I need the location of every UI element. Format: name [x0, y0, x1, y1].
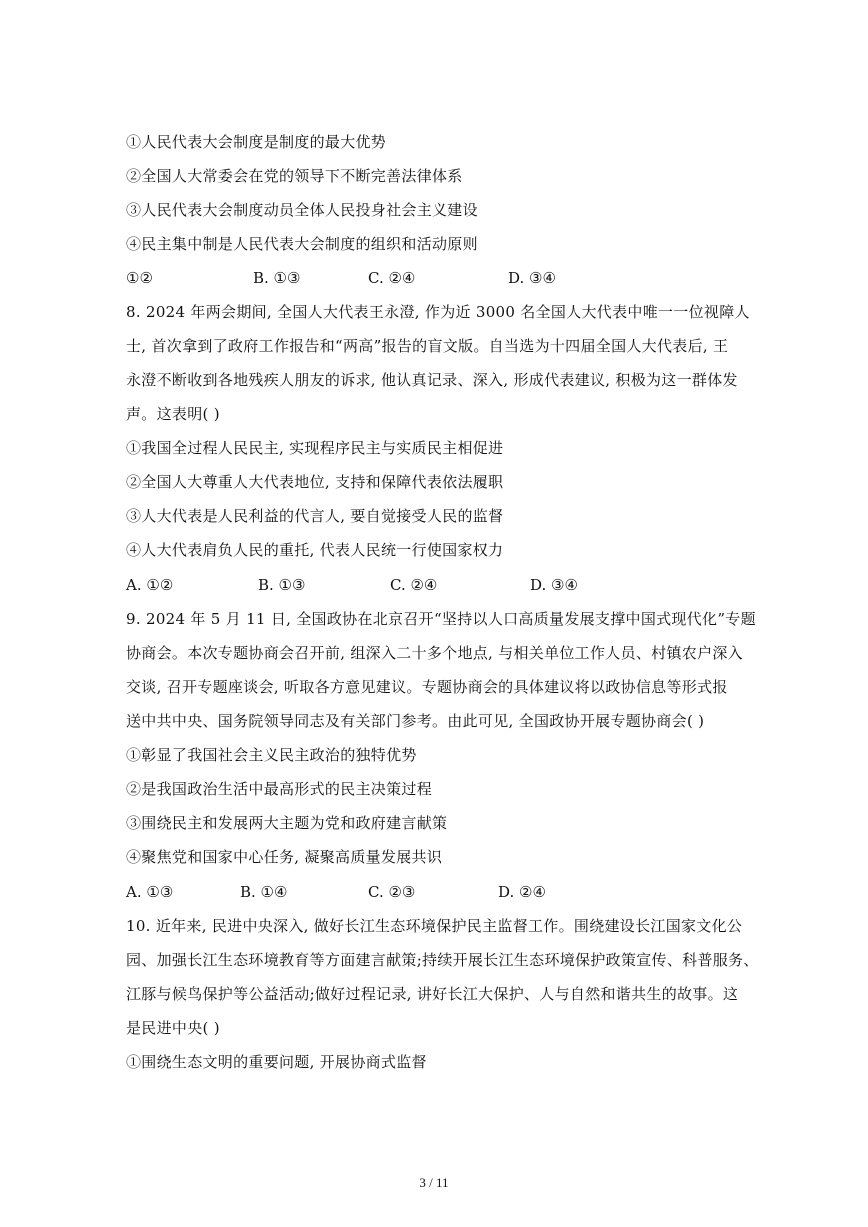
q8-option-a: A. ①② — [126, 576, 174, 594]
q8-stem-line-1: 8. 2024 年两会期间, 全国人大代表王永澄, 作为近 3000 名全国人大代表中唯一一位视障人 — [126, 303, 750, 321]
q7-option-d: D. ③④ — [508, 269, 556, 287]
q8-statement-2: ②全国人大尊重人大代表地位, 支持和保障代表依法履职 — [126, 473, 504, 491]
q8-statement-1: ①我国全过程人民民主, 实现程序民主与实质民主相促进 — [126, 439, 504, 457]
q9-stem-line-1: 9. 2024 年 5 月 11 日, 全国政协在北京召开“坚持以人口高质量发展支撑中国式现代化”专题 — [126, 610, 756, 628]
q8-stem-line-4: 声。这表明( ) — [126, 405, 220, 423]
q9-stem-line-4: 送中共中央、国务院领导同志及有关部门参考。由此可见, 全国政协开展专题协商会( ) — [126, 712, 705, 730]
q9-statement-4: ④聚焦党和国家中心任务, 凝聚高质量发展共识 — [126, 848, 443, 866]
q9-option-a: A. ①③ — [126, 883, 174, 901]
q9-stem-line-2: 协商会。本次专题协商会召开前, 组深入二十多个地点, 与相关单位工作人员、村镇农户深入 — [126, 644, 743, 662]
q7-statement-3: ③人民代表大会制度动员全体人民投身社会主义建设 — [126, 201, 478, 219]
q10-stem-line-1: 10. 近年来, 民进中央深入, 做好长江生态环境保护民主监督工作。围绕建设长江国家文化公 — [126, 917, 743, 935]
q8-stem-line-3: 永澄不断收到各地残疾人朋友的诉求, 他认真记录、深入, 形成代表建议, 积极为这一群体发 — [126, 371, 738, 389]
q8-option-d: D. ③④ — [530, 576, 578, 594]
q7-statement-2: ②全国人大常委会在党的领导下不断完善法律体系 — [126, 167, 463, 185]
q8-option-b: B. ①③ — [258, 576, 306, 594]
q10-stem-line-3: 江豚与候鸟保护等公益活动;做好过程记录, 讲好长江大保护、人与自然和谐共生的故事。这 — [126, 985, 739, 1003]
q8-statement-4: ④人大代表肩负人民的重托, 代表人民统一行使国家权力 — [126, 541, 504, 559]
q8-option-c: C. ②④ — [390, 576, 438, 594]
q8-stem-line-2: 士, 首次拿到了政府工作报告和“两高”报告的盲文版。自当选为十四届全国人大代表后, 王 — [126, 337, 729, 355]
q7-statement-4: ④民主集中制是人民代表大会制度的组织和活动原则 — [126, 235, 478, 253]
q9-option-d: D. ②④ — [498, 883, 546, 901]
q9-option-c: C. ②③ — [368, 883, 416, 901]
q9-statement-2: ②是我国政治生活中最高形式的民主决策过程 — [126, 780, 433, 798]
q10-statement-1: ①围绕生态文明的重要问题, 开展协商式监督 — [126, 1053, 427, 1071]
page-number: 3 / 11 — [419, 1175, 449, 1190]
q10-stem-line-2: 园、加强长江生态环境教育等方面建言献策;持续开展长江生态环境保护政策宣传、科普服务、 — [126, 951, 759, 969]
q8-statement-3: ③人大代表是人民利益的代言人, 要自觉接受人民的监督 — [126, 507, 504, 525]
q9-option-b: B. ①④ — [240, 883, 288, 901]
q9-stem-line-3: 交谈, 召开专题座谈会, 听取各方意见建议。专题协商会的具体建议将以政协信息等形式报 — [126, 678, 728, 696]
q9-statement-1: ①彰显了我国社会主义民主政治的独特优势 — [126, 746, 417, 764]
q7-option-b: B. ①③ — [253, 269, 301, 287]
q9-statement-3: ③围绕民主和发展两大主题为党和政府建言献策 — [126, 814, 448, 832]
q7-statement-1: ①人民代表大会制度是制度的最大优势 — [126, 133, 387, 151]
q10-stem-line-4: 是民进中央( ) — [126, 1019, 220, 1037]
q7-option-c: C. ②④ — [368, 269, 416, 287]
q7-option-a: ①② — [126, 269, 153, 287]
